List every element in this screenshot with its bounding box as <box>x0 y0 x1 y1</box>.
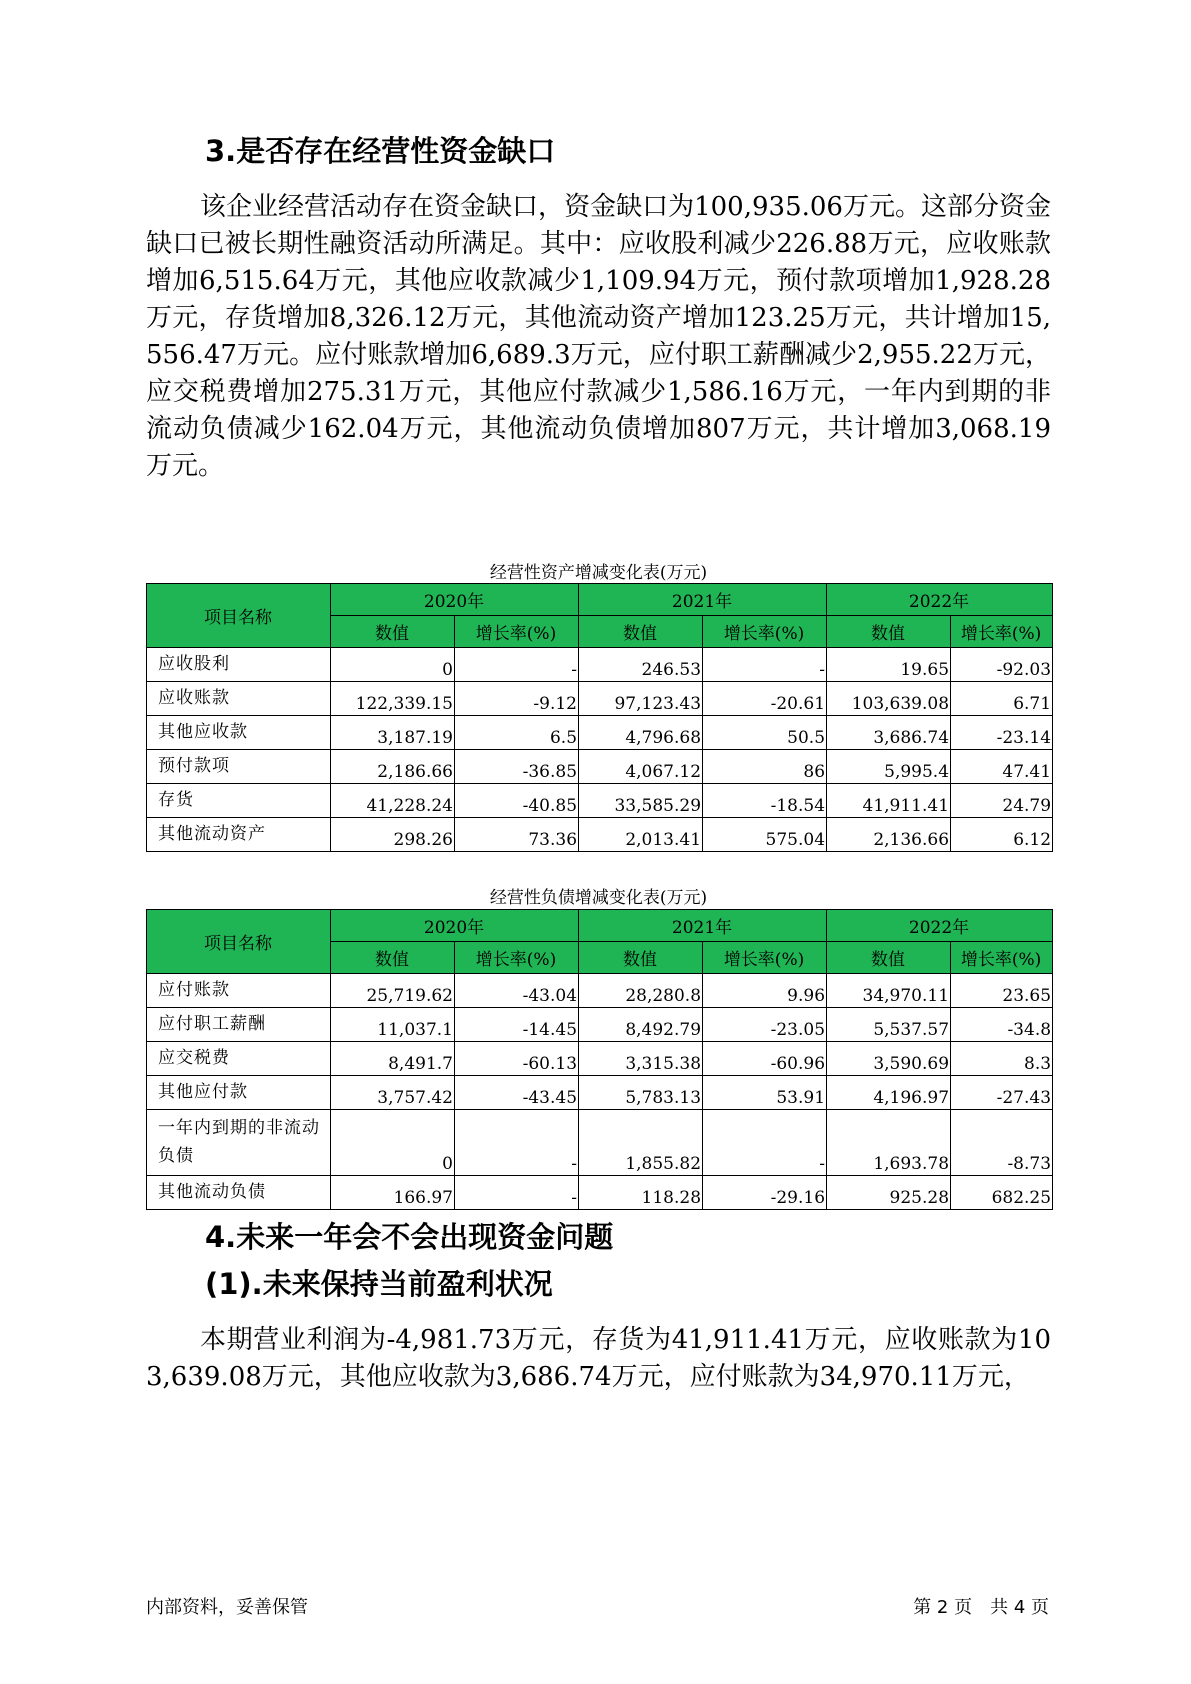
row-label: 应收账款 <box>147 682 331 716</box>
growth-rate-cell: - <box>455 1176 579 1210</box>
growth-rate-header: 增长率(%) <box>455 942 579 974</box>
value-cell: 103,639.08 <box>827 682 951 716</box>
table-row <box>147 716 1053 750</box>
value-header: 数值 <box>579 616 703 648</box>
growth-rate-cell: -18.54 <box>703 784 827 818</box>
value-cell: 166.97 <box>331 1176 455 1210</box>
year-header: 2021年 <box>579 584 827 616</box>
value-cell: 5,537.57 <box>827 1008 951 1042</box>
row-label: 应付账款 <box>147 974 331 1008</box>
growth-rate-cell: -14.45 <box>455 1008 579 1042</box>
section-3-paragraph: 该企业经营活动存在资金缺口，资金缺口为100,935.06万元。这部分资金缺口已被长期性融资活动所满足。其中：应收股利减少226.88万元，应收账款增加6,515.64万元，其他应收款减少1,109.94万元，预付款项增加1,928.28万元，存货增加8,326.12万元，其他流动资产增加123.25万元，共计增加15,556.47万元。应付账款增加6,689.3万元，应付职工薪酬减少2,955.22万元，应交税费增加275.31万元，其他应付款减少1,586.16万元，一年内到期的非流动负债减少162.04万元，其他流动负债增加807万元，共计增加3,068.19万元。 <box>146 192 1051 481</box>
section-4-paragraph: 本期营业利润为-4,981.73万元，存货为41,911.41万元，应收账款为103,639.08万元，其他应收款为3,686.74万元，应付账款为34,970.11万元， <box>146 1325 1051 1392</box>
value-header: 数值 <box>331 616 455 648</box>
year-header: 2020年 <box>331 584 579 616</box>
growth-rate-cell: -43.04 <box>455 974 579 1008</box>
value-cell: 3,686.74 <box>827 716 951 750</box>
value-cell: 33,585.29 <box>579 784 703 818</box>
row-label: 应付职工薪酬 <box>147 1008 331 1042</box>
growth-rate-cell: - <box>703 1110 827 1176</box>
growth-rate-cell: 23.65 <box>951 974 1053 1008</box>
growth-rate-cell: -23.05 <box>703 1008 827 1042</box>
year-header: 2020年 <box>331 910 579 942</box>
table-row <box>147 1076 1053 1110</box>
row-label: 其他流动负债 <box>147 1176 331 1210</box>
assets-table-body <box>147 648 1053 852</box>
table-row <box>147 750 1053 784</box>
section-3-heading: 3.是否存在经营性资金缺口 <box>205 134 556 168</box>
growth-rate-cell: -20.61 <box>703 682 827 716</box>
footer-page-number: 第 2 页 共 4 页 <box>913 1597 1049 1618</box>
footer-confidential-note: 内部资料，妥善保管 <box>146 1597 308 1618</box>
value-cell: 2,136.66 <box>827 818 951 852</box>
assets-table <box>146 583 1053 852</box>
growth-rate-cell: 50.5 <box>703 716 827 750</box>
table-row <box>147 1008 1053 1042</box>
growth-rate-cell: -43.45 <box>455 1076 579 1110</box>
value-cell: 3,590.69 <box>827 1042 951 1076</box>
growth-rate-cell: 6.5 <box>455 716 579 750</box>
table-row <box>147 682 1053 716</box>
growth-rate-cell: 6.71 <box>951 682 1053 716</box>
growth-rate-header: 增长率(%) <box>951 942 1053 974</box>
growth-rate-cell: -60.13 <box>455 1042 579 1076</box>
value-cell: 41,228.24 <box>331 784 455 818</box>
growth-rate-cell: 575.04 <box>703 818 827 852</box>
row-label: 应交税费 <box>147 1042 331 1076</box>
value-cell: 5,783.13 <box>579 1076 703 1110</box>
growth-rate-cell: - <box>703 648 827 682</box>
value-cell: 11,037.1 <box>331 1008 455 1042</box>
growth-rate-cell: 86 <box>703 750 827 784</box>
row-label: 应收股利 <box>147 648 331 682</box>
growth-rate-cell: 47.41 <box>951 750 1053 784</box>
value-cell: 34,970.11 <box>827 974 951 1008</box>
value-cell: 28,280.8 <box>579 974 703 1008</box>
growth-rate-header: 增长率(%) <box>703 942 827 974</box>
growth-rate-cell: -34.8 <box>951 1008 1053 1042</box>
growth-rate-cell: 6.12 <box>951 818 1053 852</box>
row-label: 一年内到期的非流动负债 <box>147 1110 331 1176</box>
value-cell: 3,187.19 <box>331 716 455 750</box>
value-cell: 0 <box>331 1110 455 1176</box>
growth-rate-cell: 24.79 <box>951 784 1053 818</box>
value-cell: 5,995.4 <box>827 750 951 784</box>
value-cell: 3,315.38 <box>579 1042 703 1076</box>
year-header: 2021年 <box>579 910 827 942</box>
value-cell: 4,196.97 <box>827 1076 951 1110</box>
row-label: 预付款项 <box>147 750 331 784</box>
growth-rate-cell: 73.36 <box>455 818 579 852</box>
growth-rate-cell: -23.14 <box>951 716 1053 750</box>
value-header: 数值 <box>331 942 455 974</box>
growth-rate-cell: -29.16 <box>703 1176 827 1210</box>
growth-rate-cell: -36.85 <box>455 750 579 784</box>
row-label: 其他应付款 <box>147 1076 331 1110</box>
value-cell: 8,492.79 <box>579 1008 703 1042</box>
liabilities-table-caption: 经营性负债增减变化表(万元) <box>489 888 708 908</box>
section-4-heading: 4.未来一年会不会出现资金问题 <box>205 1220 614 1254</box>
table-row <box>147 818 1053 852</box>
value-header: 数值 <box>827 942 951 974</box>
value-cell: 0 <box>331 648 455 682</box>
year-header: 2022年 <box>827 910 1053 942</box>
value-header: 数值 <box>579 942 703 974</box>
value-cell: 41,911.41 <box>827 784 951 818</box>
growth-rate-cell: -9.12 <box>455 682 579 716</box>
value-cell: 298.26 <box>331 818 455 852</box>
growth-rate-cell: -8.73 <box>951 1110 1053 1176</box>
table-row <box>147 648 1053 682</box>
growth-rate-cell: -92.03 <box>951 648 1053 682</box>
value-cell: 4,067.12 <box>579 750 703 784</box>
growth-rate-cell: 8.3 <box>951 1042 1053 1076</box>
table-row <box>147 1110 1053 1176</box>
row-label: 其他应收款 <box>147 716 331 750</box>
liabilities-table <box>146 909 1053 1210</box>
value-cell: 925.28 <box>827 1176 951 1210</box>
growth-rate-cell: -60.96 <box>703 1042 827 1076</box>
value-cell: 4,796.68 <box>579 716 703 750</box>
item-name-header: 项目名称 <box>147 910 331 974</box>
value-cell: 19.65 <box>827 648 951 682</box>
value-cell: 122,339.15 <box>331 682 455 716</box>
value-header: 数值 <box>827 616 951 648</box>
value-cell: 118.28 <box>579 1176 703 1210</box>
year-header: 2022年 <box>827 584 1053 616</box>
assets-table-caption: 经营性资产增减变化表(万元) <box>489 563 708 583</box>
value-cell: 246.53 <box>579 648 703 682</box>
row-label: 其他流动资产 <box>147 818 331 852</box>
row-label: 存货 <box>147 784 331 818</box>
growth-rate-header: 增长率(%) <box>951 616 1053 648</box>
liabilities-table-body <box>147 974 1053 1210</box>
growth-rate-cell: 682.25 <box>951 1176 1053 1210</box>
growth-rate-cell: -40.85 <box>455 784 579 818</box>
value-cell: 1,693.78 <box>827 1110 951 1176</box>
table-row <box>147 974 1053 1008</box>
value-cell: 2,186.66 <box>331 750 455 784</box>
growth-rate-header: 增长率(%) <box>455 616 579 648</box>
value-cell: 1,855.82 <box>579 1110 703 1176</box>
table-row <box>147 1042 1053 1076</box>
growth-rate-cell: 9.96 <box>703 974 827 1008</box>
value-cell: 97,123.43 <box>579 682 703 716</box>
value-cell: 25,719.62 <box>331 974 455 1008</box>
table-row <box>147 1176 1053 1210</box>
table-row <box>147 784 1053 818</box>
item-name-header: 项目名称 <box>147 584 331 648</box>
growth-rate-cell: - <box>455 648 579 682</box>
growth-rate-header: 增长率(%) <box>703 616 827 648</box>
section-4-subheading: (1).未来保持当前盈利状况 <box>205 1267 553 1301</box>
growth-rate-cell: -27.43 <box>951 1076 1053 1110</box>
value-cell: 2,013.41 <box>579 818 703 852</box>
growth-rate-cell: - <box>455 1110 579 1176</box>
growth-rate-cell: 53.91 <box>703 1076 827 1110</box>
value-cell: 3,757.42 <box>331 1076 455 1110</box>
value-cell: 8,491.7 <box>331 1042 455 1076</box>
